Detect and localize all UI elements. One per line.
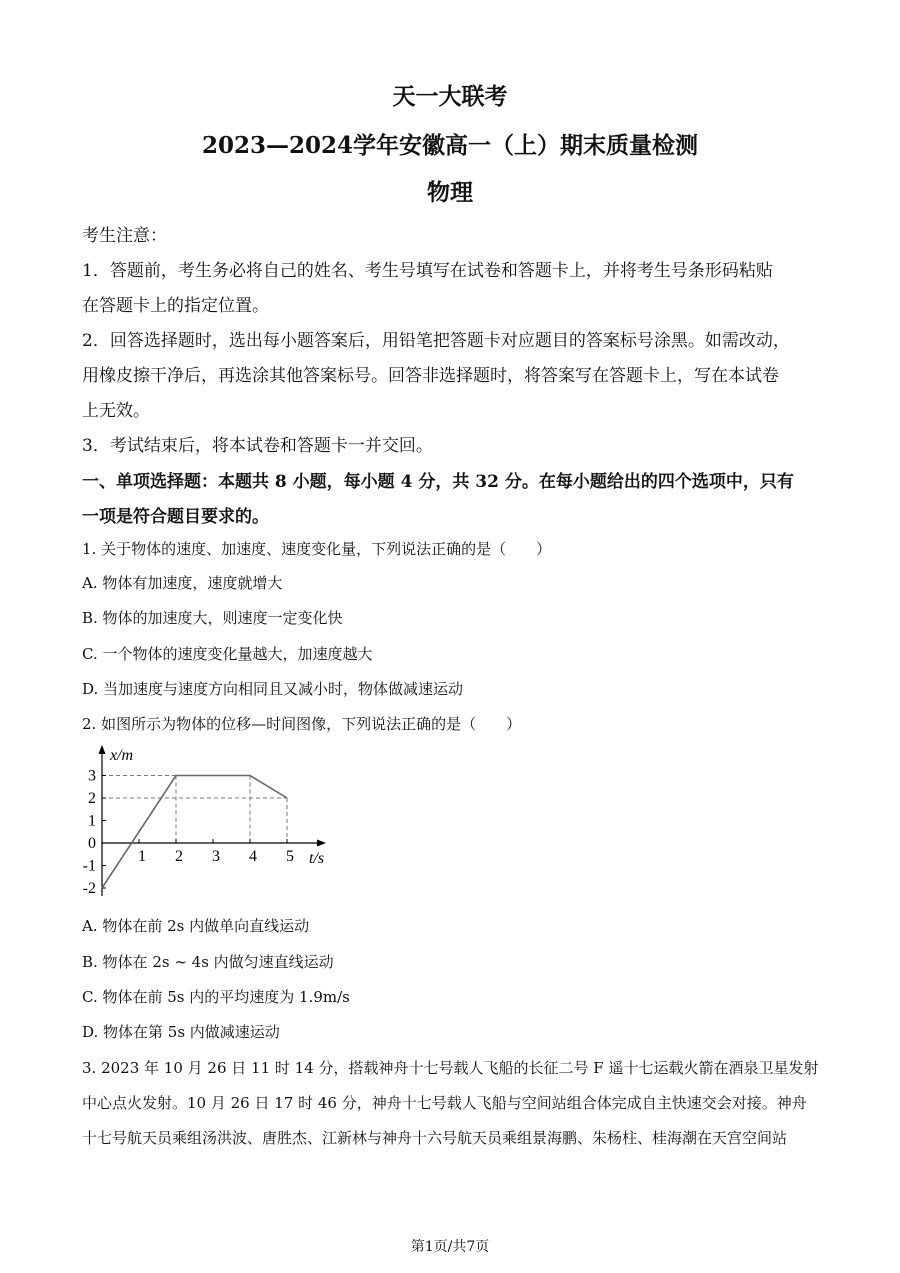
notice-item-2-line-1: 2．回答选择题时，选出每小题答案后，用铅笔把答题卡对应题目的答案标号涂黑。如需改动， <box>82 331 790 351</box>
x-tick-label: 3 <box>212 848 220 865</box>
q2-option-c: C. 物体在前 5s 内的平均速度为 1.9m/s <box>82 988 350 1006</box>
y-tick-label: 3 <box>88 767 96 785</box>
chart-guides <box>102 776 287 844</box>
chart-y-axis-label: x/m <box>110 747 134 764</box>
q1-option-d: D. 当加速度与速度方向相同且又减小时，物体做减速运动 <box>82 680 464 698</box>
q1-option-c: C. 一个物体的速度变化量越大，加速度越大 <box>82 645 373 663</box>
q2-position-time-graph <box>82 742 342 907</box>
y-tick-label: -2 <box>82 880 96 897</box>
exam-name-title: 2023—2024学年安徽高一（上）期末质量检测 <box>201 132 699 159</box>
section-1-heading-line-1: 一、单项选择题：本题共 8 小题，每小题 4 分，共 32 分。在每小题给出的四个选项中，只有 <box>82 472 794 492</box>
chart-axes <box>99 745 327 896</box>
q2-option-d: D. 物体在第 5s 内做减速运动 <box>82 1023 280 1041</box>
page-number: 第1页/共7页 <box>410 1239 490 1255</box>
q3-line-1: 3. 2023 年 10 月 26 日 11 时 14 分，搭载神舟十七号载人飞船的长征二号 F 遥十七运载火箭在酒泉卫星发射 <box>82 1059 819 1077</box>
y-tick-label: -1 <box>82 857 96 875</box>
notice-item-2-line-3: 上无效。 <box>82 401 150 421</box>
x-tick-label: 1 <box>138 848 146 865</box>
exam-organizer-title: 天一大联考 <box>392 83 508 110</box>
chart-ticks <box>83 768 294 898</box>
q3-line-3: 十七号航天员乘组汤洪波、唐胜杰、江新林与神舟十六号航天员乘组景海鹏、朱杨柱、桂海潮在天宫空间站 <box>82 1129 788 1147</box>
subject-title: 物理 <box>427 179 473 206</box>
y-tick-label: 1 <box>88 812 96 830</box>
y-axis-arrow <box>99 745 106 754</box>
x-tick-label: 5 <box>286 848 294 865</box>
q1-option-a: A. 物体有加速度，速度就增大 <box>82 574 283 592</box>
chart-series <box>102 776 287 889</box>
xt-series-line <box>102 776 287 889</box>
y-tick-label: 0 <box>88 835 96 852</box>
q2-option-a: A. 物体在前 2s 内做单向直线运动 <box>82 917 310 935</box>
section-1-heading-line-2: 一项是符合题目要求的。 <box>82 507 269 527</box>
q1-stem: 1. 关于物体的速度、加速度、速度变化量，下列说法正确的是（ ） <box>82 540 552 558</box>
q2-option-b: B. 物体在 2s ∼ 4s 内做匀速直线运动 <box>82 953 334 971</box>
x-tick-label: 2 <box>175 848 183 865</box>
notice-item-1-line-2: 在答题卡上的指定位置。 <box>82 296 269 316</box>
q3-line-2: 中心点火发射。10 月 26 日 17 时 46 分，神舟十七号载人飞船与空间站组合体完成自主快速交会对接。神舟 <box>82 1094 807 1112</box>
notice-item-3: 3．考试结束后，将本试卷和答题卡一并交回。 <box>82 436 433 456</box>
chart-x-axis-label: t/s <box>309 850 325 867</box>
x-tick-label: 4 <box>249 848 257 865</box>
q2-stem: 2. 如图所示为物体的位移—时间图像，下列说法正确的是（ ） <box>82 715 522 733</box>
notice-item-1-line-1: 1．答题前，考生务必将自己的姓名、考生号填写在试卷和答题卡上，并将考生号条形码粘贴 <box>82 261 773 281</box>
x-axis-arrow <box>317 840 326 847</box>
y-tick-label: 2 <box>88 790 96 807</box>
notice-heading: 考生注意： <box>82 226 167 246</box>
q1-option-b: B. 物体的加速度大，则速度一定变化快 <box>82 609 343 627</box>
notice-item-2-line-2: 用橡皮擦干净后，再选涂其他答案标号。回答非选择题时，将答案写在答题卡上，写在本试卷 <box>82 366 779 386</box>
